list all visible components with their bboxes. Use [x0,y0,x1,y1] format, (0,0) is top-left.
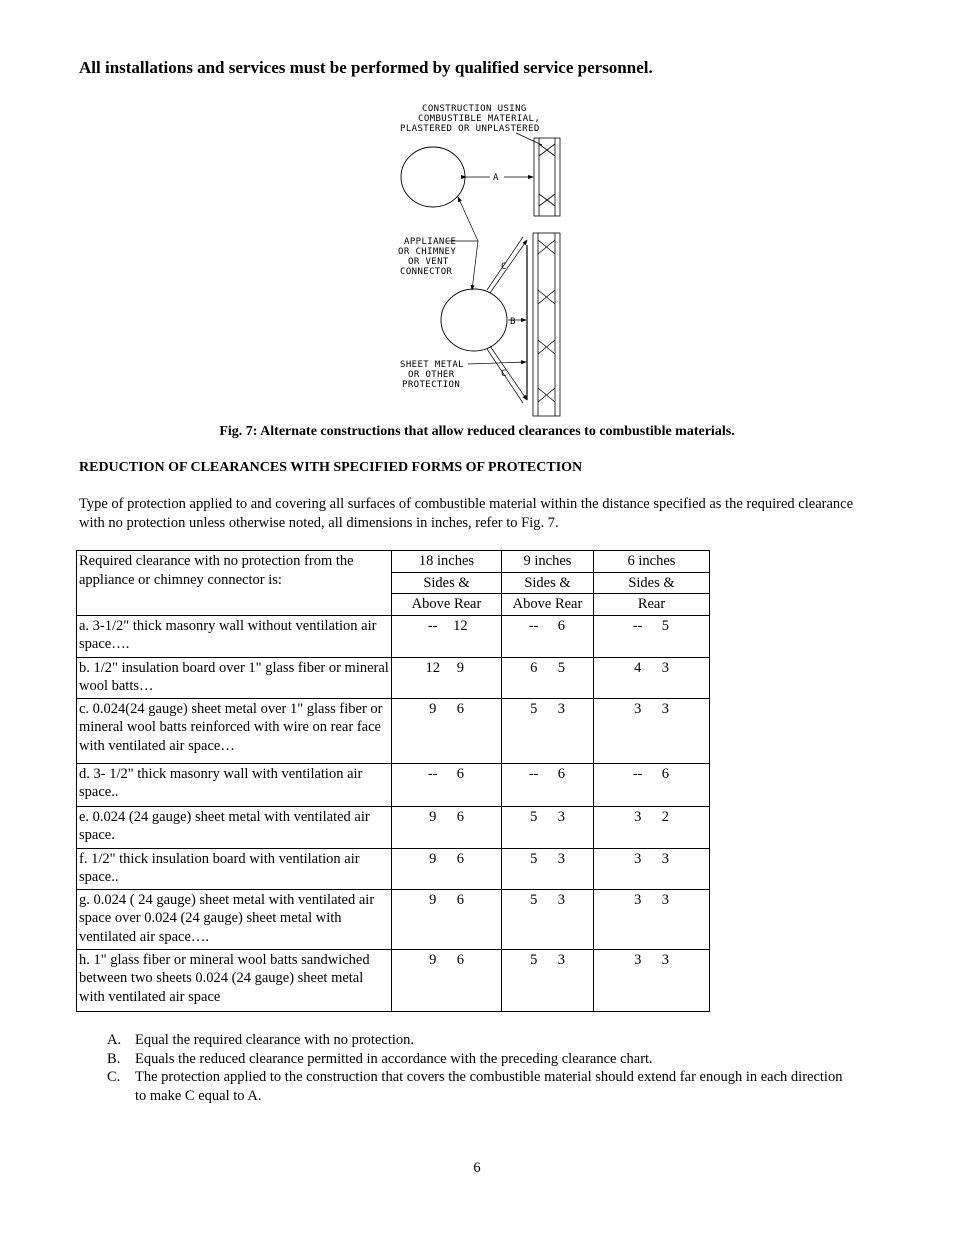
construction-label-line-2: COMBUSTIBLE MATERIAL, [418,114,541,124]
note-label: B. [107,1050,121,1067]
row-value-9: 5 3 [502,806,594,848]
appliance-label-line-2: OR CHIMNEY [398,247,457,257]
construction-leader [516,133,542,145]
construction-label-line-1: CONSTRUCTION USING [422,104,527,114]
col-6-line3: Rear [594,594,710,616]
col-9-line2: Sides & [502,572,594,594]
appliance-leader-lower [472,241,478,290]
sheet-metal-label-line-2: OR OTHER [408,370,455,380]
row-value-9: -- 6 [502,763,594,806]
list-item [107,1050,847,1069]
upper-wall [534,138,560,216]
clearance-figure [396,100,568,418]
row-value-6: 3 3 [594,889,710,949]
row-description: e. 0.024 (24 gauge) sheet metal with ventilated air space. [77,806,392,848]
row-value-9: 5 3 [502,889,594,949]
row-value-6: 3 3 [594,698,710,763]
clearance-diagram [396,100,568,418]
row-value-18: 9 6 [392,848,502,889]
table-header-description: Required clearance with no protection from the appliance or chimney connector is: [77,551,392,616]
lower-wall [533,233,560,416]
table-row [77,763,710,806]
sheet-metal-label-line-3: PROTECTION [402,380,461,390]
col-6-size: 6 inches [594,551,710,573]
dim-a-label: A [493,173,499,183]
page-headline: All installations and services must be performed by qualified service personnel. [79,58,653,77]
dim-c-upper-line-a [490,240,527,293]
row-value-9: 5 3 [502,698,594,763]
table-row [77,698,710,763]
dim-c-lower-line-a [490,346,527,400]
list-item [107,1068,847,1105]
clearance-table [76,550,710,1012]
note-text: Equals the reduced clearance permitted in accordance with the preceding clearance chart. [135,1050,653,1067]
row-description: d. 3- 1/2" thick masonry wall with ventilation air space.. [77,763,392,806]
row-description: g. 0.024 ( 24 gauge) sheet metal with ventilated air space over 0.024 (24 gauge) sheet metal with ventilated air space…. [77,889,392,949]
row-description: h. 1" glass fiber or mineral wool batts sandwiched between two sheets 0.024 (24 gauge) sheet metal with ventilated air space [77,949,392,1011]
row-value-6: -- 5 [594,615,710,657]
notes-list [107,1031,847,1105]
row-value-6: 4 3 [594,657,710,698]
note-label: A. [107,1032,122,1048]
table-row [77,848,710,889]
row-value-9: -- 6 [502,615,594,657]
row-value-6: 3 3 [594,848,710,889]
row-value-6: 3 3 [594,949,710,1011]
table-row [77,949,710,1011]
dim-c-upper-label: C [501,262,507,272]
col-6-line2: Sides & [594,572,710,594]
appliance-label-line-4: CONNECTOR [400,267,453,277]
dim-c-lower-label: C [501,369,507,379]
table-row [77,889,710,949]
row-value-18: 9 6 [392,889,502,949]
upper-appliance-circle [401,147,465,207]
col-18-line2: Sides & [392,572,502,594]
row-value-18: 9 6 [392,806,502,848]
row-value-18: 9 6 [392,698,502,763]
table-row [77,615,710,657]
col-18-line3: Above Rear [392,594,502,616]
appliance-label-line-1: APPLIANCE [404,237,457,247]
row-description: f. 1/2" thick insulation board with ventilation air space.. [77,848,392,889]
note-text: The protection applied to the construction that covers the combustible material should extend far enough in each direction to make C equal to A. [135,1069,843,1104]
lower-appliance-circle [441,289,507,351]
section-heading: REDUCTION OF CLEARANCES WITH SPECIFIED FORMS OF PROTECTION [79,460,583,475]
construction-label-line-3: PLASTERED OR UNPLASTERED [400,124,540,134]
row-value-18: -- 12 [392,615,502,657]
row-description: b. 1/2" insulation board over 1" glass fiber or mineral wool batts… [77,657,392,698]
row-value-18: -- 6 [392,763,502,806]
col-18-size: 18 inches [392,551,502,573]
col-9-line3: Above Rear [502,594,594,616]
note-text: Equal the required clearance with no protection. [135,1032,415,1048]
row-value-6: -- 6 [594,763,710,806]
table-header-row-1 [77,551,710,573]
row-description: c. 0.024(24 gauge) sheet metal over 1" glass fiber or mineral wool batts reinforced with wire on rear face with ventilated air space… [77,698,392,763]
dim-b-label: B [510,317,516,327]
col-9-size: 9 inches [502,551,594,573]
intro-paragraph: Type of protection applied to and covering all surfaces of combustible material within the distance specified as the required clearance with no protection unless otherwise noted, all dimensions in inches, refer to Fig. 7. [79,496,854,531]
appliance-leader-upper [446,197,478,241]
table-row [77,657,710,698]
row-description: a. 3-1/2" thick masonry wall without ventilation air space…. [77,615,392,657]
row-value-18: 12 9 [392,657,502,698]
figure-caption: Fig. 7: Alternate constructions that allow reduced clearances to combustible materials. [219,424,735,439]
row-value-9: 6 5 [502,657,594,698]
row-value-9: 5 3 [502,848,594,889]
appliance-label-line-3: OR VENT [408,257,449,267]
row-value-9: 5 3 [502,949,594,1011]
sheet-metal-label-line-1: SHEET METAL [400,360,465,370]
list-item [107,1031,847,1050]
page-number: 6 [473,1160,481,1176]
row-value-18: 9 6 [392,949,502,1011]
table-row [77,806,710,848]
row-value-6: 3 2 [594,806,710,848]
note-label: C. [107,1069,121,1085]
